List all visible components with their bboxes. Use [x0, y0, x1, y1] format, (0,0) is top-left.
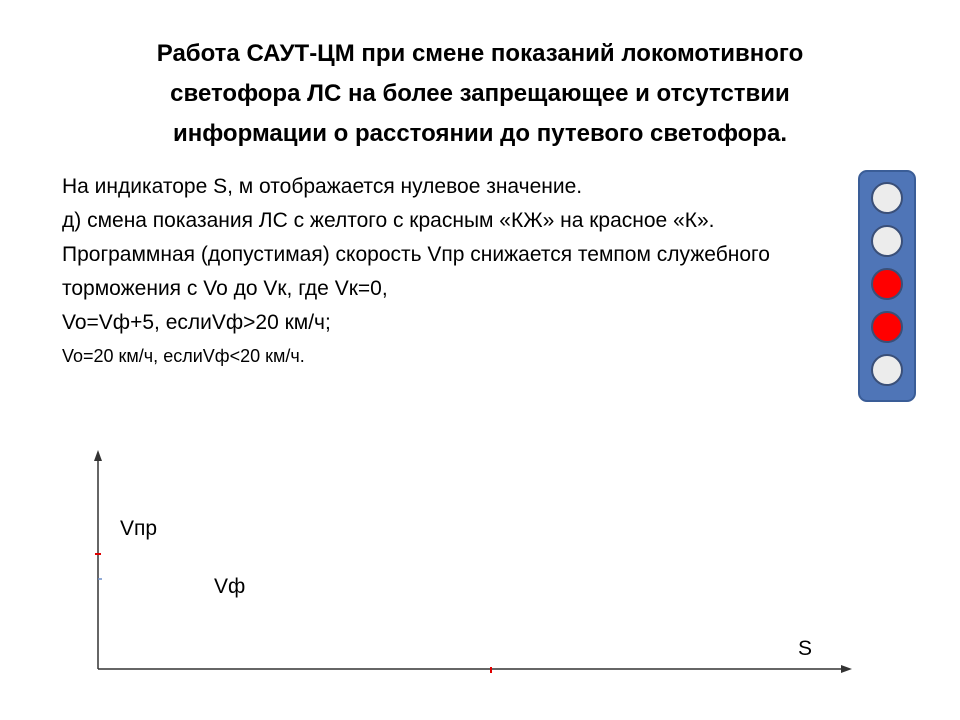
paragraph-signal-change: д) смена показания ЛС с желтого с красным «КЖ» на красное «К». — [62, 209, 715, 232]
x-axis-arrow — [841, 665, 852, 673]
signal-lamp-5 — [871, 354, 903, 386]
y-axis-arrow — [94, 450, 102, 461]
signal-lamp-3 — [871, 268, 903, 300]
locomotive-signal — [858, 170, 916, 402]
speed-graph — [80, 445, 860, 685]
paragraph-braking: торможения с Vo до Vк, где Vк=0, — [62, 277, 388, 300]
vpr-label: Vпр — [120, 517, 158, 540]
graph-axes — [80, 445, 860, 685]
slide-title — [80, 34, 880, 154]
paragraph-program-speed: Программная (допустимая) скорость Vпр снижается темпом служебного — [62, 243, 770, 266]
signal-lamp-2 — [871, 225, 903, 257]
paragraph-formula-1: Vo=Vф+5, еслиVф>20 км/ч; — [62, 311, 331, 334]
slide-body — [62, 172, 822, 376]
paragraph-indicator: На индикаторе S, м отображается нулевое значение. — [62, 175, 583, 198]
vf-label: Vф — [214, 575, 246, 598]
paragraph-formula-2: Vo=20 км/ч, еслиVф<20 км/ч. — [62, 346, 305, 366]
title-line-2: светофора ЛС на более запрещающее и отсутствии — [170, 80, 790, 107]
title-line-3: информации о расстоянии до путевого светофора. — [173, 120, 787, 147]
signal-lamp-1 — [871, 182, 903, 214]
signal-lamp-4 — [871, 311, 903, 343]
title-line-1: Работа САУТ-ЦМ при смене показаний локомотивного — [156, 40, 804, 67]
s-label: S — [798, 637, 813, 660]
